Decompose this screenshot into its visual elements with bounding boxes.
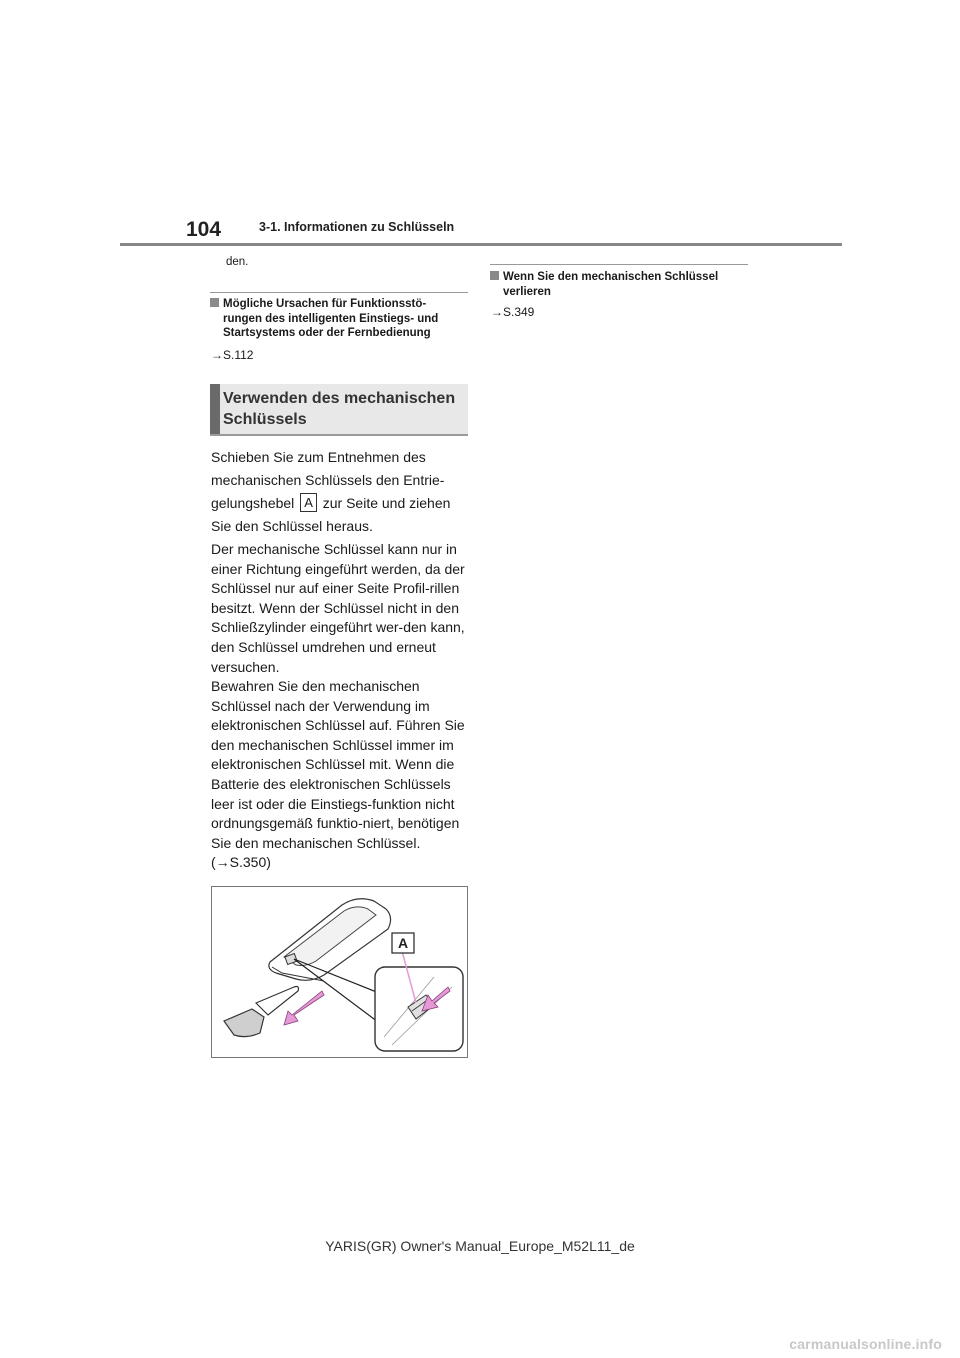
watermark: carmanualsonline.info [789, 1336, 942, 1352]
lost-key-heading-line1: Wenn Sie den mechanischen Schlüssel [503, 271, 719, 283]
square-bullet-icon [490, 271, 499, 280]
causes-heading-rest: rungen des intelligenten Einstiegs- und Startsystems oder der Fernbedienung [223, 312, 439, 339]
key-diagram-icon [212, 887, 467, 1057]
square-bullet-icon [210, 298, 219, 307]
paragraph-part-b: zur Seite und ziehen Sie den Schlüssel heraus. [211, 495, 451, 534]
paragraph-insert-direction: Der mechanische Schlüssel kann nur in einer Richtung eingeführt werden, da der Schlüssel nur auf einer Seite Profil-rillen besitzt. Wenn der Schlüssel nicht in den Schließzylinder eingeführt wer-den kann, den Schlüssel umdrehen und erneut versuchen. [211, 541, 465, 675]
continued-text: den. [226, 256, 249, 268]
page-number: 104 [186, 218, 222, 241]
banner-bar [210, 384, 220, 434]
paragraph-keep-key: Bewahren Sie den mechanischen Schlüssel nach der Verwendung im elektronischen Schlüssel auf. Führen Sie den mechanischen Schlüssel immer im elektronischen Schlüssel mit. Wenn die Batterie des elektronischen Schlüssels leer ist oder die Einstiegs-funktion nicht ordnungsgemäß funktio-niert, benötigen Sie den mechanischen Schlüssel. (→S.350) [211, 678, 465, 871]
lost-key-heading [490, 270, 752, 299]
manual-footer: YARIS(GR) Owner's Manual_Europe_M52L11_de [325, 1238, 635, 1254]
figure-label: A [397, 935, 409, 951]
lost-key-reference: →S.349 [491, 305, 535, 319]
section-title: 3-1. Informationen zu Schlüsseln [259, 220, 455, 234]
causes-reference: →S.112 [211, 348, 254, 362]
paragraph-remove-key [211, 446, 473, 538]
key-illustration [211, 886, 468, 1058]
divider [490, 264, 748, 265]
banner-title [223, 388, 455, 430]
causes-heading [210, 297, 468, 341]
banner-title-line2: Schlüssels [223, 411, 307, 428]
banner-title-line1: Verwenden des mechanischen [223, 390, 456, 407]
paragraph-part-a: Schieben Sie zum Entnehmen des mechanischen Schlüssels den Entrie-gelungshebel [211, 449, 445, 511]
causes-heading-line1: Mögliche Ursachen für Funktionsstö- [223, 298, 427, 310]
divider [210, 292, 468, 293]
section-banner [210, 384, 468, 436]
lost-key-heading-rest: verlieren [503, 285, 551, 298]
callout-label: A [300, 493, 317, 512]
header-rule [120, 243, 842, 246]
